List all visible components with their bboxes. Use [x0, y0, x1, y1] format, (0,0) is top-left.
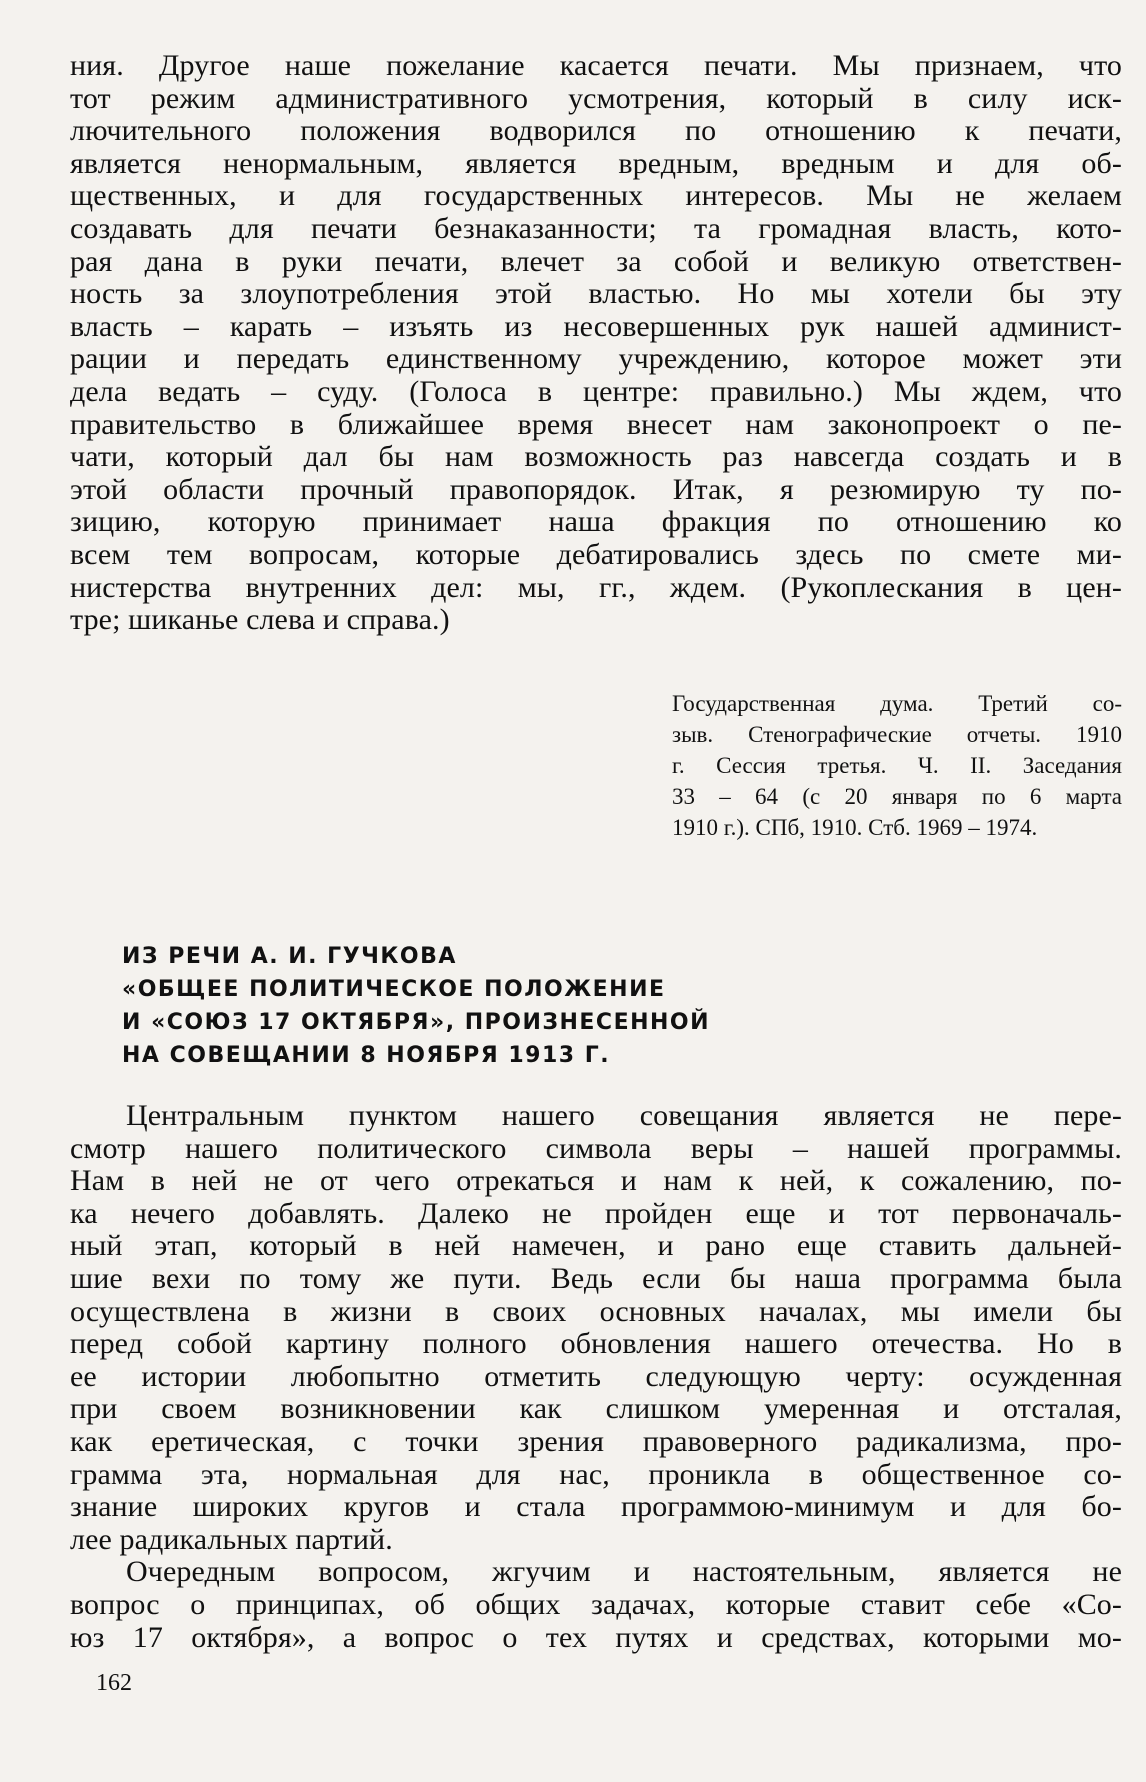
text-line: ный этап, который в ней намечен, и рано еще ставить дальней- — [70, 1229, 1122, 1263]
text-line: перед собой картину полного обновления нашего отечества. Но в — [70, 1327, 1122, 1361]
text-line: создавать для печати безнаказанности; та громадная власть, кото- — [70, 211, 1122, 245]
text-line: ность за злоупотребления этой властью. Но мы хотели бы эту — [70, 277, 1122, 311]
text-line: шие вехи по тому же пути. Ведь если бы наша программа была — [70, 1261, 1122, 1295]
text-line: лючительного положения водворился по отношению к печати, — [70, 114, 1122, 148]
text-line: этой области прочный правопорядок. Итак, я резюмирую ту по- — [70, 472, 1122, 506]
text-line: вопрос о принципах, об общих задачах, которые ставит себе «Со- — [70, 1587, 1122, 1621]
text-line: является ненормальным, является вредным, вредным и для об- — [70, 146, 1122, 180]
text-line: при своем возникновении как слишком умеренная и отсталая, — [70, 1392, 1122, 1426]
citation-line: Государственная дума. Третий со- — [672, 691, 1122, 716]
text-line: всем тем вопросам, которые дебатировались здесь по смете ми- — [70, 537, 1122, 571]
text-line: тре; шиканье слева и справа.) — [70, 603, 450, 637]
text-line: юз 17 октября», а вопрос о тех путях и средствах, которыми мо- — [70, 1620, 1122, 1654]
text-line: власть – карать – изъять из несовершенных рук нашей админист- — [70, 309, 1122, 343]
text-line: как еретическая, с точки зрения правоверного радикализма, про- — [70, 1424, 1122, 1458]
text-line: осуществлена в жизни в своих основных началах, мы имели бы — [70, 1294, 1122, 1328]
text-line: лее радикальных партий. — [70, 1522, 393, 1556]
text-line: ее истории любопытно отметить следующую черту: осужденная — [70, 1359, 1122, 1393]
text-line: Нам в ней не от чего отрекаться и нам к ней, к сожалению, по- — [70, 1164, 1122, 1198]
text-line: зицию, которую принимает наша фракция по отношению ко — [70, 505, 1122, 539]
heading-line: «ОБЩЕЕ ПОЛИТИЧЕСКОЕ ПОЛОЖЕНИЕ — [122, 977, 666, 1002]
text-line: рая дана в руки печати, влечет за собой и великую ответствен- — [70, 244, 1122, 278]
heading-line: И «СОЮЗ 17 ОКТЯБРЯ», ПРОИЗНЕСЕННОЙ — [122, 1010, 711, 1035]
section-heading — [122, 940, 722, 1072]
heading-line: ИЗ РЕЧИ А. И. ГУЧКОВА — [122, 944, 457, 969]
citation-line: г. Сессия третья. Ч. II. Заседания — [672, 753, 1122, 778]
text-line: нистерства внутренних дел: мы, гг., ждем. (Рукоплескания в цен- — [70, 570, 1122, 604]
text-line: правительство в ближайшее время внесет нам законопроект о пе- — [70, 407, 1122, 441]
text-line: дела ведать – суду. (Голоса в центре: правильно.) Мы ждем, что — [70, 374, 1122, 408]
text-line: ка нечего добавлять. Далеко не пройден еще и тот первоначаль- — [70, 1196, 1122, 1230]
top-paragraph — [70, 50, 1122, 637]
page-number: 162 — [96, 1670, 132, 1696]
text-line: грамма эта, нормальная для нас, проникла в общественное со- — [70, 1457, 1122, 1491]
speech-text — [70, 1100, 1122, 1654]
text-line: щественных, и для государственных интересов. Мы не желаем — [70, 179, 1122, 213]
citation-line: 1910 г.). СПб, 1910. Стб. 1969 – 1974. — [672, 815, 1038, 840]
citation-line: зыв. Стенографические отчеты. 1910 — [672, 722, 1122, 747]
text-line: Центральным пунктом нашего совещания является не пере- — [126, 1099, 1122, 1132]
text-line: рации и передать единственному учреждению, которое может эти — [70, 342, 1122, 376]
text-line: чати, который дал бы нам возможность раз навсегда создать и в — [70, 440, 1122, 474]
text-line: тот режим административного усмотрения, который в силу иск- — [70, 81, 1122, 115]
heading-line: НА СОВЕЩАНИИ 8 НОЯБРЯ 1913 Г. — [122, 1043, 611, 1068]
citation-line: 33 – 64 (с 20 января по 6 марта — [672, 784, 1122, 809]
text-line: смотр нашего политического символа веры – нашей программы. — [70, 1131, 1122, 1165]
text-line: Очередным вопросом, жгучим и настоятельным, является не — [126, 1555, 1122, 1589]
source-citation — [672, 688, 1122, 843]
text-line: ния. Другое наше пожелание касается печати. Мы признаем, что — [70, 49, 1122, 82]
text-line: знание широких кругов и стала программою-минимум и для бо- — [70, 1490, 1122, 1524]
